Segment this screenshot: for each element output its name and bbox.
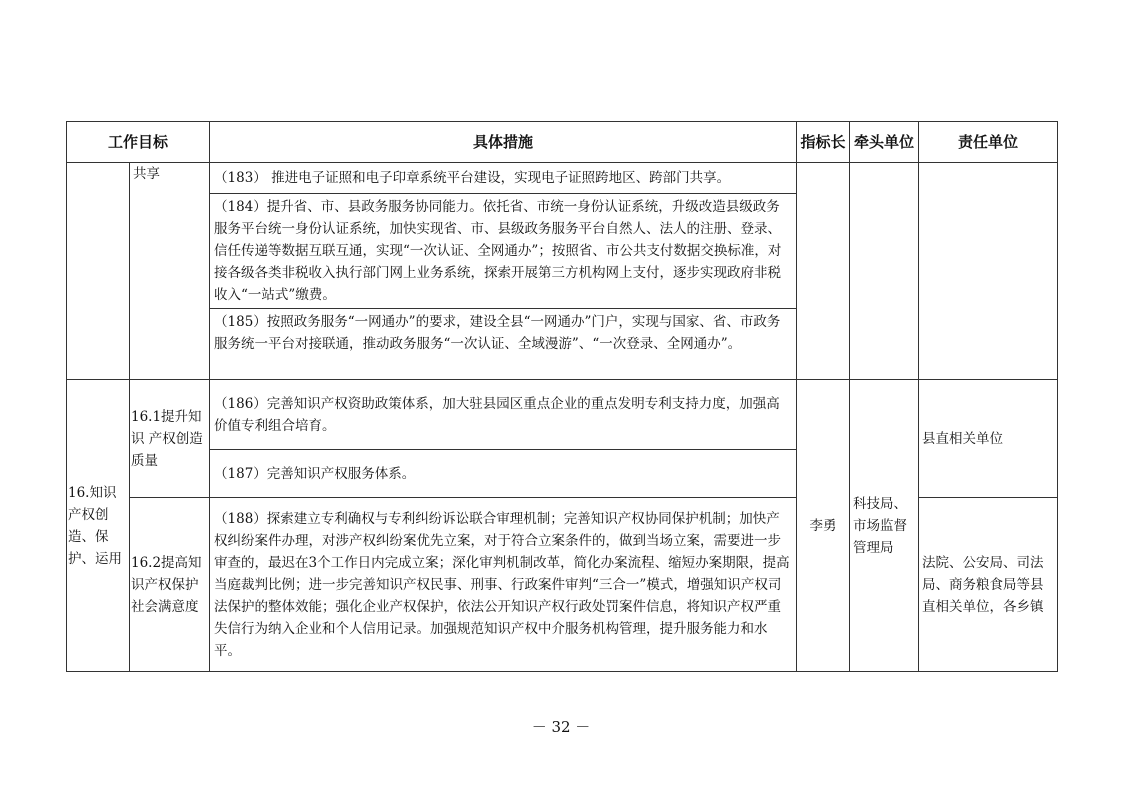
measure-183: （183） 推进电子证照和电子印章系统平台建设，实现电子证照跨地区、跨部门共享。 [210,163,797,194]
measure-184: （184）提升省、市、县政务服务协同能力。依托省、市统一身份认证系统，升级改造县级政务服务平台统一身份认证系统，加快实现省、市、县级政务服务平台自然人、法人的注册、登录、信任传递等数据互联互通，实现“一次认证、全网通办”；按照省、市公共支付数据交换标准，对接各级各类非税收入执行部门网上业务系统，探索开展第三方机构网上支付，逐步实现政府非税收入“一站式”缴费。 [210,194,797,309]
responsible-cell [919,163,1058,380]
table-header-row [67,122,1058,163]
table-row [67,380,1058,450]
work-plan-table [66,121,1058,672]
sub-goal-cell: 共享 [130,163,210,380]
header-lead-unit: 牵头单位 [850,122,919,163]
header-measures: 具体措施 [210,122,797,163]
indicator-lead-cell: 李勇 [797,380,850,672]
page-number: － 32 － [531,718,591,736]
table-row [67,163,1058,194]
header-indicator-lead: 指标长 [797,122,850,163]
lead-unit-cell: 科技局、市场监督管理局 [850,380,919,672]
sub-goal-cell: 16.2提高知识产权保护社会满意度 [130,498,210,672]
measure-185: （185）按照政务服务“一网通办”的要求，建设全县“一网通办”门户，实现与国家、省、市政务服务统一平台对接联通，推动政务服务“一次认证、全域漫游”、“一次登录、全网通办”。 [210,309,797,380]
indicator-lead-cell [797,163,850,380]
measure-187: （187）完善知识产权服务体系。 [210,450,797,498]
measure-188: （188）探索建立专利确权与专利纠纷诉讼联合审理机制；完善知识产权协同保护机制；加快产权纠纷案件办理，对涉产权纠纷案优先立案，对于符合立案条件的，做到当场立案，需要进一步审查的，最迟在3个工作日内完成立案；深化审判机制改革，简化办案流程、缩短办案期限，提高当庭裁判比例；进一步完善知识产权民事、刑事、行政案件审判“三合一”模式，增强知识产权司法保护的整体效能；强化企业产权保护，依法公开知识产权行政处罚案件信息，将知识产权严重失信行为纳入企业和个人信用记录。加强规范知识产权中介服务机构管理，提升服务能力和水平。 [210,498,797,672]
goal-cell: 16.知识产权创造、保护、运用 [67,380,130,672]
header-goal: 工作目标 [67,122,210,163]
responsible-cell: 法院、公安局、司法局、商务粮食局等县直相关单位，各乡镇 [919,498,1058,672]
responsible-cell: 县直相关单位 [919,380,1058,498]
lead-unit-cell [850,163,919,380]
header-responsible: 责任单位 [919,122,1058,163]
goal-cell [67,163,130,380]
measure-186: （186）完善知识产权资助政策体系，加大驻县园区重点企业的重点发明专利支持力度，加强高价值专利组合培育。 [210,380,797,450]
sub-goal-cell: 16.1提升知识 产权创造质量 [130,380,210,498]
